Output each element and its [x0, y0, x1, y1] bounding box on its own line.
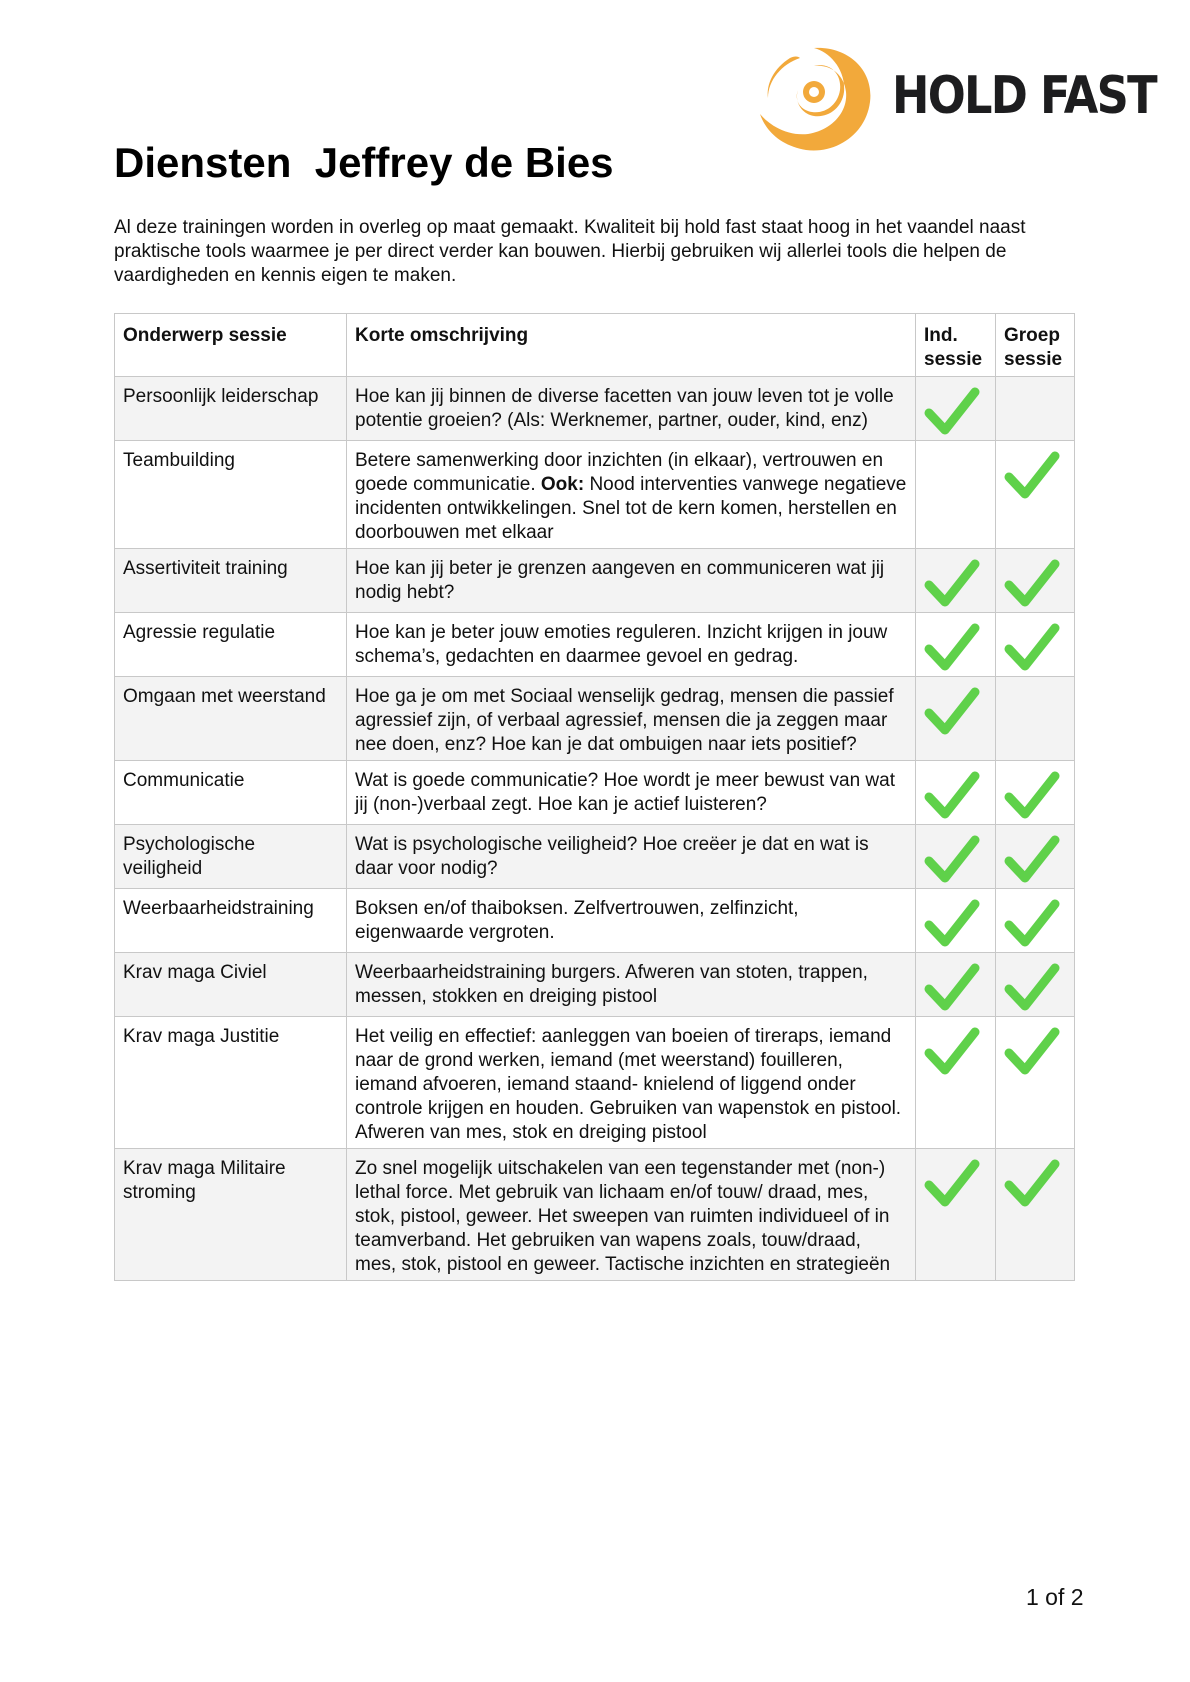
checkmark-icon	[924, 961, 980, 1013]
row-description: Wat is psychologische veiligheid? Hoe creëer je dat en wat is daar voor nodig?	[347, 825, 916, 889]
row-group-cell	[996, 677, 1075, 761]
header-group: Groep sessie	[996, 314, 1075, 377]
row-topic: Krav maga Civiel	[115, 953, 347, 1017]
table-row	[115, 1017, 1075, 1149]
row-description: Het veilig en effectief: aanleggen van boeien of tireraps, iemand naar de grond werken, iemand (met weerstand) fouilleren, iemand afvoeren, iemand staand- knielend of liggend onder controle krijgen en houden. Gebruiken van wapenstok en pistool. Afweren van mes, stok en dreiging pistool	[347, 1017, 916, 1149]
row-topic: Communicatie	[115, 761, 347, 825]
row-individual-cell	[916, 677, 996, 761]
row-description: Boksen en/of thaiboksen. Zelfvertrouwen, zelfinzicht, eigenwaarde vergroten.	[347, 889, 916, 953]
row-topic: Persoonlijk leiderschap	[115, 377, 347, 441]
row-topic: Assertiviteit training	[115, 549, 347, 613]
row-topic: Agressie regulatie	[115, 613, 347, 677]
checkmark-icon	[1004, 557, 1060, 609]
checkmark-icon	[1004, 1157, 1060, 1209]
row-description: Hoe kan je beter jouw emoties reguleren. Inzicht krijgen in jouw schema’s, gedachten en daarmee gevoel en gedrag.	[347, 613, 916, 677]
intro-paragraph: Al deze trainingen worden in overleg op maat gemaakt. Kwaliteit bij hold fast staat hoog in het vaandel naast praktische tools waarmee je per direct verder kan bouwen. Hierbij gebruiken wij allerlei tools die helpen de vaardigheden en kennis eigen te maken.	[114, 217, 1026, 286]
table-row	[115, 677, 1075, 761]
checkmark-icon	[1004, 769, 1060, 821]
row-description: Hoe kan jij beter je grenzen aangeven en communiceren wat jij nodig hebt?	[347, 549, 916, 613]
header-individual: Ind. sessie	[916, 314, 996, 377]
row-group-cell	[996, 825, 1075, 889]
row-individual-cell	[916, 953, 996, 1017]
row-group-cell	[996, 953, 1075, 1017]
row-individual-cell	[916, 761, 996, 825]
checkmark-icon	[924, 833, 980, 885]
checkmark-icon	[924, 897, 980, 949]
table-row	[115, 953, 1075, 1017]
row-individual-cell	[916, 825, 996, 889]
row-individual-cell	[916, 613, 996, 677]
row-topic: Krav maga Militaire stroming	[115, 1149, 347, 1281]
row-topic: Weerbaarheidstraining	[115, 889, 347, 953]
table-row	[115, 377, 1075, 441]
row-description: Hoe kan jij binnen de diverse facetten van jouw leven tot je volle potentie groeien? (Als: Werknemer, partner, ouder, kind, enz)	[347, 377, 916, 441]
row-topic: Krav maga Justitie	[115, 1017, 347, 1149]
checkmark-icon	[924, 769, 980, 821]
table-row	[115, 549, 1075, 613]
row-group-cell	[996, 377, 1075, 441]
row-description: Weerbaarheidstraining burgers. Afweren van stoten, trappen, messen, stokken en dreiging pistool	[347, 953, 916, 1017]
row-topic: Psychologische veiligheid	[115, 825, 347, 889]
page-title: Diensten Jeffrey de Bies	[114, 139, 614, 186]
row-group-cell	[996, 761, 1075, 825]
table-row	[115, 441, 1075, 549]
checkmark-icon	[1004, 621, 1060, 673]
row-description: Wat is goede communicatie? Hoe wordt je meer bewust van wat jij (non-)verbaal zegt. Hoe kan je actief luisteren?	[347, 761, 916, 825]
checkmark-icon	[924, 557, 980, 609]
page-number: 1 of 2	[1026, 1584, 1084, 1610]
row-topic: Omgaan met weerstand	[115, 677, 347, 761]
row-group-cell	[996, 549, 1075, 613]
checkmark-icon	[1004, 833, 1060, 885]
table-row	[115, 889, 1075, 953]
description-text: Nood interventies vanwege negatieve incidenten ontwikkelingen. Snel tot de kern komen, herstellen en doorbouwen met elkaar	[355, 474, 907, 543]
row-individual-cell	[916, 549, 996, 613]
row-group-cell	[996, 1017, 1075, 1149]
table-header-row	[115, 314, 1075, 377]
row-topic: Teambuilding	[115, 441, 347, 549]
checkmark-icon	[1004, 961, 1060, 1013]
row-individual-cell	[916, 1149, 996, 1281]
checkmark-icon	[924, 1025, 980, 1077]
row-description	[347, 441, 916, 549]
header-topic: Onderwerp sessie	[115, 314, 347, 377]
checkmark-icon	[924, 1157, 980, 1209]
hold-fast-logo	[752, 44, 1156, 156]
checkmark-icon	[924, 385, 980, 437]
row-individual-cell	[916, 441, 996, 549]
logo-text: HOLD FAST	[892, 66, 1156, 126]
description-bold-text: Ook:	[540, 474, 585, 495]
checkmark-icon	[1004, 449, 1060, 501]
row-group-cell	[996, 441, 1075, 549]
table-row	[115, 613, 1075, 677]
row-individual-cell	[916, 1017, 996, 1149]
table-row	[115, 1149, 1075, 1281]
hold-fast-swirl-logo	[752, 44, 880, 156]
row-individual-cell	[916, 889, 996, 953]
checkmark-icon	[924, 621, 980, 673]
description-text: Betere samenwerking door inzichten (in elkaar), vertrouwen en goede communicatie.	[355, 450, 884, 495]
services-table	[114, 313, 1075, 1281]
row-group-cell	[996, 1149, 1075, 1281]
table-row	[115, 825, 1075, 889]
table-row	[115, 761, 1075, 825]
checkmark-icon	[924, 685, 980, 737]
row-description: Zo snel mogelijk uitschakelen van een tegenstander met (non-) lethal force. Met gebruik van lichaam en/of touw/ draad, mes, stok, pistool, geweer. Het sweepen van ruimten individueel of in teamverband. Het gebruiken van wapens zoals, touw/draad, mes, stok, pistool en geweer. Tactische inzichten en strategieën	[347, 1149, 916, 1281]
row-group-cell	[996, 613, 1075, 677]
checkmark-icon	[1004, 1025, 1060, 1077]
row-group-cell	[996, 889, 1075, 953]
row-description: Hoe ga je om met Sociaal wenselijk gedrag, mensen die passief agressief zijn, of verbaal agressief, mensen die ja zeggen maar nee doen, enz? Hoe kan je dat ombuigen naar iets positief?	[347, 677, 916, 761]
checkmark-icon	[1004, 897, 1060, 949]
header-description: Korte omschrijving	[347, 314, 916, 377]
row-individual-cell	[916, 377, 996, 441]
